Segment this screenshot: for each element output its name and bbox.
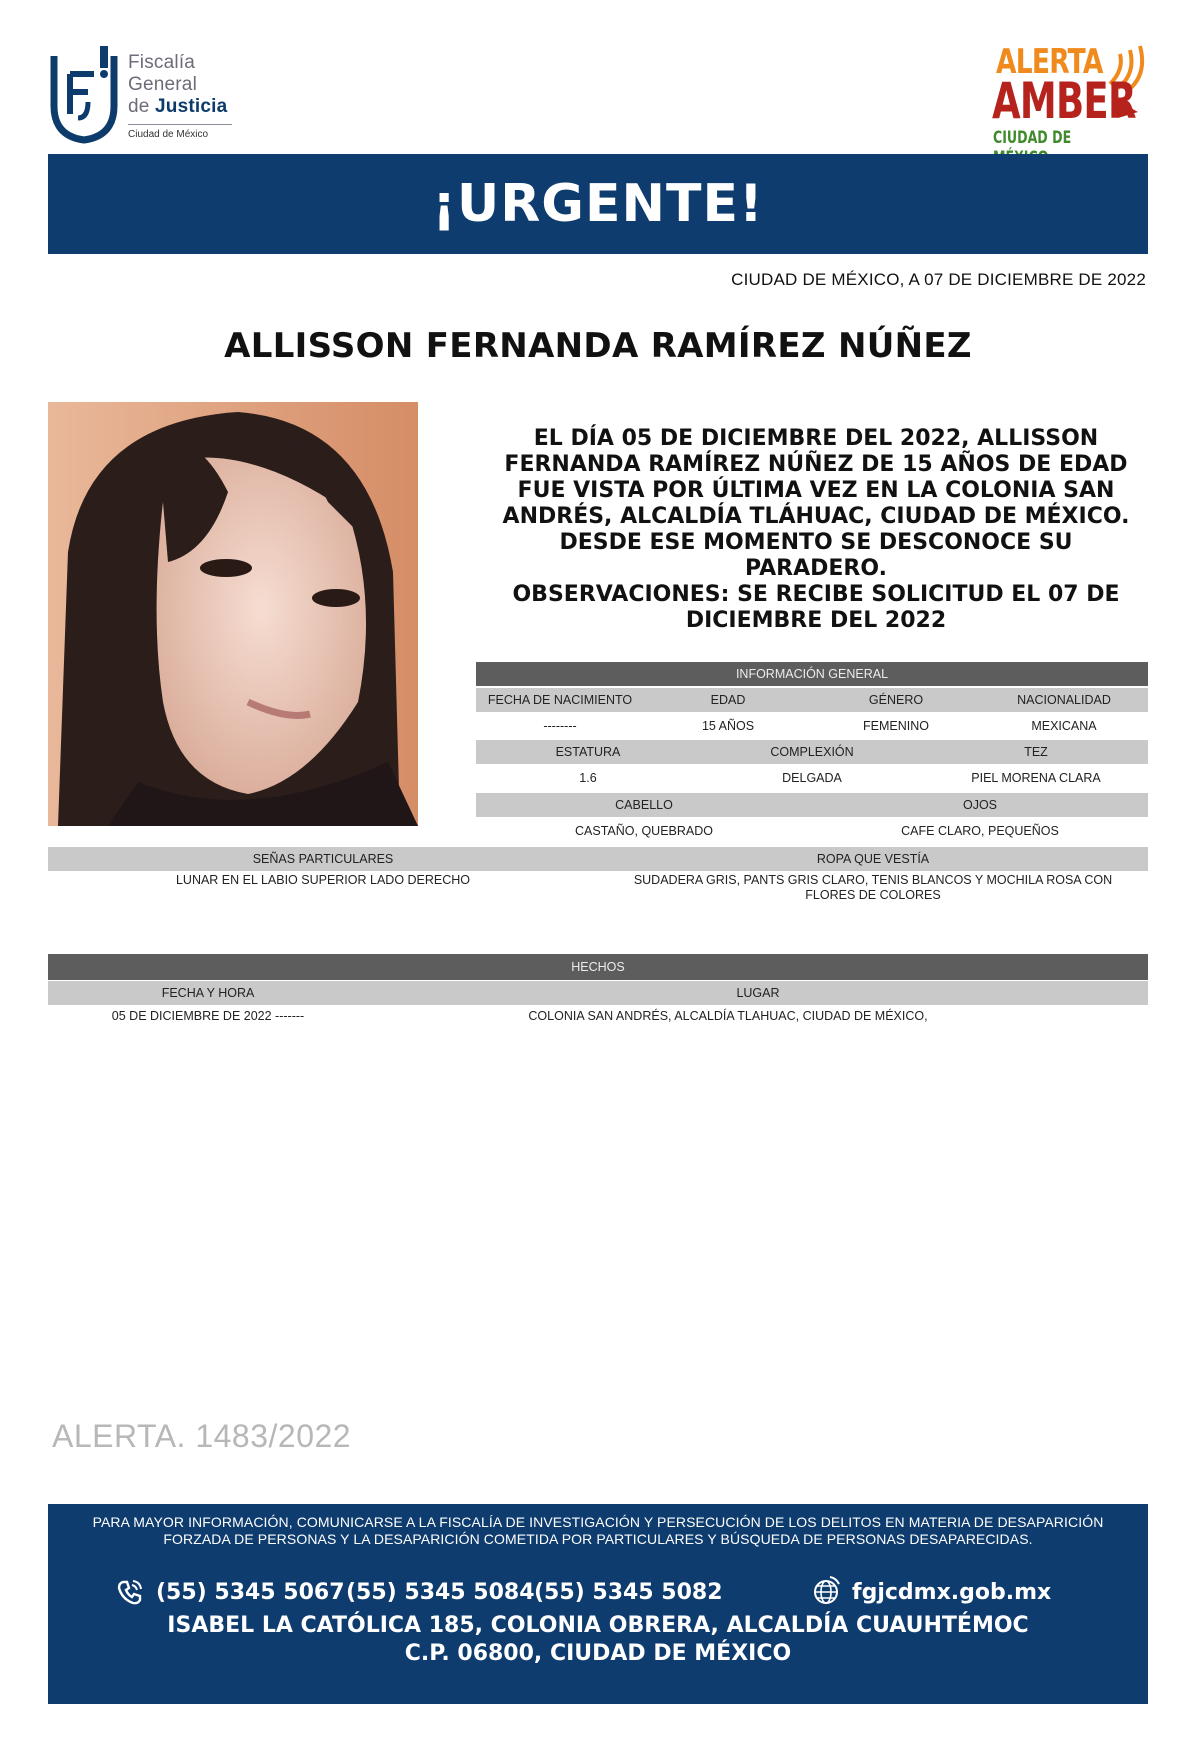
person-photo xyxy=(48,402,418,826)
amber-word-amber: AMBER xyxy=(992,72,1136,130)
value-gender: FEMENINO xyxy=(863,719,929,733)
fgj-logo-line2: General xyxy=(128,74,197,95)
address-line2: C.P. 06800, CIUDAD DE MÉXICO xyxy=(404,1641,792,1666)
amber-word-alerta: ALERTA xyxy=(996,42,1103,82)
amber-word-city: CIUDAD DE xyxy=(993,128,1072,148)
facts-values-row xyxy=(48,1005,1148,1027)
info-table-title: INFORMACIÓN GENERAL xyxy=(735,667,889,681)
facts-headers-row xyxy=(48,981,1148,1005)
header-clothing: ROPA QUE VESTÍA xyxy=(816,852,930,866)
info-row4-headers xyxy=(48,847,1148,871)
phone-1[interactable]: (55) 5345 5067 xyxy=(156,1580,345,1605)
globe-icon xyxy=(810,1574,842,1606)
fgj-emblem-icon xyxy=(48,44,120,144)
header-place: LUGAR xyxy=(736,986,780,1000)
person-name: ALLISSON FERNANDA RAMÍREZ NÚÑEZ xyxy=(224,326,972,366)
footer-contact-line xyxy=(48,1580,1148,1610)
value-age: 15 AÑOS xyxy=(701,719,755,733)
info-table-title-row xyxy=(476,662,1148,686)
header-height: ESTATURA xyxy=(555,745,621,759)
observations-text: OBSERVACIONES: SE RECIBE SOLICITUD EL 07 DE DICIEMBRE DEL 2022 xyxy=(512,582,1120,633)
info-row1-headers xyxy=(476,688,1148,712)
header-hair: CABELLO xyxy=(615,798,673,812)
value-birthdate: -------- xyxy=(543,719,577,733)
facts-table-title: HECHOS xyxy=(571,960,625,974)
value-marks: LUNAR EN EL LABIO SUPERIOR LADO DERECHO xyxy=(175,873,471,887)
phone-3[interactable]: (55) 5345 5082 xyxy=(534,1580,723,1605)
header-marks: SEÑAS PARTICULARES xyxy=(252,852,394,866)
fgj-logo-line3-bold: Justicia xyxy=(155,96,228,117)
description-text: EL DÍA 05 DE DICIEMBRE DEL 2022, ALLISSON FERNANDA RAMÍREZ NÚÑEZ DE 15 AÑOS DE EDAD FUE VISTA POR ÚLTIMA VEZ EN LA COLONIA SAN ANDRÉS, ALCALDÍA TLÁHUAC, CIUDAD DE MÉXICO. DESDE ESE MOMENTO SE DESCONOCE SU PARADERO. xyxy=(502,426,1130,581)
value-eyes: CAFE CLARO, PEQUEÑOS xyxy=(901,824,1059,838)
value-date-time: 05 DE DICIEMBRE DE 2022 ------- xyxy=(111,1009,305,1023)
header-age: EDAD xyxy=(710,693,746,707)
address-line1: ISABEL LA CATÓLICA 185, COLONIA OBRERA, ALCALDÍA CUAUHTÉMOC xyxy=(167,1613,1029,1638)
header-gender: GÉNERO xyxy=(868,693,924,707)
portrait-image xyxy=(48,402,418,826)
phone-2[interactable]: (55) 5345 5084 xyxy=(346,1580,535,1605)
fgj-logo-line3 xyxy=(128,96,232,118)
footer-info-text: PARA MAYOR INFORMACIÓN, COMUNICARSE A LA FISCALÍA DE INVESTIGACIÓN Y PERSECUCIÓN DE LOS DELITOS EN MATERIA DE DESAPARICIÓN FORZADA DE PERSONAS Y LA DESAPARICIÓN COMETIDA POR PARTICULARES Y BÚSQUEDA DE PERSONAS DESAPARECIDAS. xyxy=(92,1514,1104,1547)
info-row4-values xyxy=(48,873,1148,905)
value-hair: CASTAÑO, QUEBRADO xyxy=(575,824,713,838)
header-build: COMPLEXIÓN xyxy=(770,745,854,759)
phone-icon xyxy=(116,1578,144,1606)
website-link[interactable]: fgjcdmx.gob.mx xyxy=(852,1580,1052,1605)
header-complexion: TEZ xyxy=(1024,745,1048,759)
fgj-logo-line1: Fiscalía xyxy=(128,52,196,73)
fgj-logo-line4: Ciudad de México xyxy=(128,129,209,140)
alerta-amber-logo xyxy=(992,40,1152,150)
alert-number: ALERTA. 1483/2022 xyxy=(52,1418,352,1454)
header-eyes: OJOS xyxy=(962,798,998,812)
fgj-logo-line3-prefix: de xyxy=(128,96,156,117)
value-place: COLONIA SAN ANDRÉS, ALCALDÍA TLAHUAC, CIUDAD DE MÉXICO, xyxy=(528,1009,928,1023)
value-complexion: PIEL MORENA CLARA xyxy=(971,771,1101,785)
info-row2-headers xyxy=(476,740,1148,764)
fgj-logo-rule xyxy=(128,124,232,125)
info-row3-values xyxy=(476,819,1148,843)
info-row2-values xyxy=(476,766,1148,790)
urgent-title: ¡URGENTE! xyxy=(432,174,764,234)
value-nationality: MEXICANA xyxy=(1031,719,1097,733)
value-clothing: SUDADERA GRIS, PANTS GRIS CLARO, TENIS BLANCOS Y MOCHILA ROSA CON FLORES DE COLORES xyxy=(633,873,1113,902)
header-date-time: FECHA Y HORA xyxy=(161,986,255,1000)
value-build: DELGADA xyxy=(782,771,842,785)
info-row3-headers xyxy=(476,793,1148,817)
contact-footer xyxy=(48,1504,1148,1704)
header-birthdate: FECHA DE NACIMIENTO xyxy=(487,693,633,707)
date-line: CIUDAD DE MÉXICO, A 07 DE DICIEMBRE DE 2022 xyxy=(731,270,1146,289)
info-row1-values xyxy=(476,714,1148,738)
fgj-logo xyxy=(48,44,248,148)
value-height: 1.6 xyxy=(579,771,597,785)
footer-address xyxy=(48,1612,1148,1668)
facts-table-title-row xyxy=(48,954,1148,980)
urgent-banner xyxy=(48,154,1148,254)
header-nationality: NACIONALIDAD xyxy=(1017,693,1111,707)
